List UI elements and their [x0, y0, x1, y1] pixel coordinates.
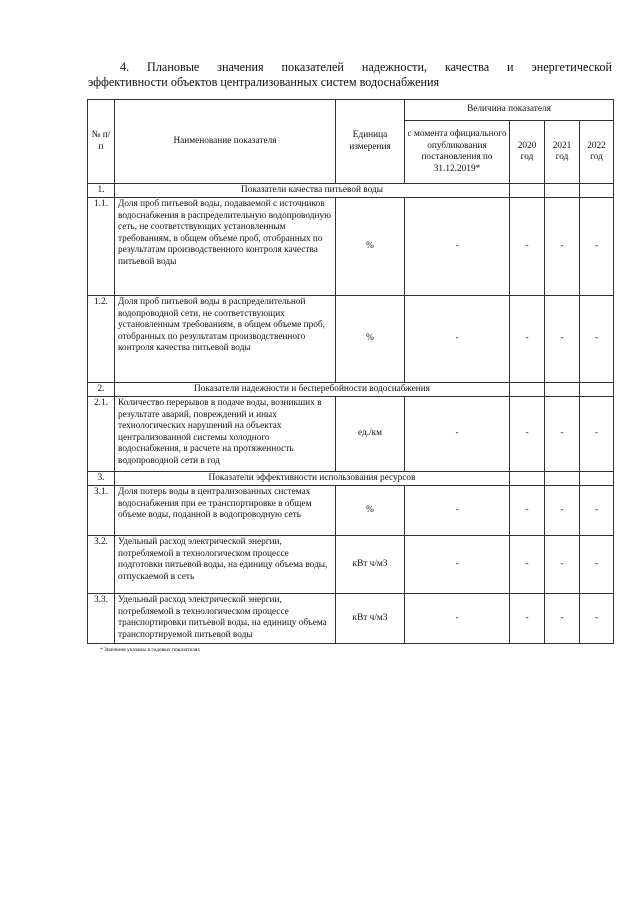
empty-cell	[510, 383, 545, 397]
section-heading	[88, 60, 612, 90]
row-value-since: -	[405, 486, 510, 536]
section-row	[88, 472, 614, 486]
row-name: Удельный расход электрической энергии, потребляемой в технологическом процессе транспортировки питьевой воды, на единицу объема транспортируемой питьевой воды	[115, 594, 336, 644]
row-name: Доля проб питьевой воды, подаваемой с источников водоснабжения в распределительную водопроводную сеть, не соответствующих установленным требованиям, в общем объеме проб, отобранных по результатам производственного контроля качества питьевой воды	[115, 198, 336, 296]
section-num: 2.	[88, 383, 115, 397]
empty-cell	[510, 472, 545, 486]
row-value-since: -	[405, 198, 510, 296]
empty-cell	[545, 184, 580, 198]
header-value-group: Величина показателя	[405, 100, 614, 121]
row-num: 3.1.	[88, 486, 115, 536]
row-name: Количество перерывов в подаче воды, возникших в результате аварий, повреждений и иных технологических нарушений на объектах централизованной системы холодного водоснабжения, в расчете на протяженность водопроводной сети в год	[115, 397, 336, 472]
row-num: 2.1.	[88, 397, 115, 472]
row-name: Доля потерь воды в централизованных системах водоснабжения при ее транспортировке в общем объеме воды, поданной в водопроводную сеть	[115, 486, 336, 536]
section-row	[88, 184, 614, 198]
row-value-2020: -	[510, 594, 545, 644]
section-title: Показатели качества питьевой воды	[115, 184, 510, 198]
section-num: 3.	[88, 472, 115, 486]
row-value-2020: -	[510, 296, 545, 383]
table-row	[88, 536, 614, 594]
header-unit: Единица измерения	[336, 100, 405, 184]
footnote: * Значения указаны в годовых показателях	[100, 647, 201, 653]
empty-cell	[510, 184, 545, 198]
row-unit: %	[336, 198, 405, 296]
empty-cell	[580, 383, 614, 397]
row-unit: ед./км	[336, 397, 405, 472]
row-value-2022: -	[580, 594, 614, 644]
row-value-2021: -	[545, 486, 580, 536]
table-row	[88, 296, 614, 383]
header-name: Наименование показателя	[115, 100, 336, 184]
table-row	[88, 397, 614, 472]
row-unit: %	[336, 296, 405, 383]
row-value-2022: -	[580, 486, 614, 536]
table-row	[88, 594, 614, 644]
row-value-since: -	[405, 296, 510, 383]
section-row	[88, 383, 614, 397]
empty-cell	[580, 184, 614, 198]
row-value-2022: -	[580, 397, 614, 472]
heading-line-1: 4. Плановые значения показателей надежности, качества и энергетической	[120, 60, 612, 74]
row-value-2021: -	[545, 536, 580, 594]
row-value-since: -	[405, 536, 510, 594]
empty-cell	[545, 472, 580, 486]
section-title: Показатели надежности и бесперебойности водоснабжения	[115, 383, 510, 397]
row-value-2021: -	[545, 397, 580, 472]
row-value-2020: -	[510, 486, 545, 536]
heading-line-2: эффективности объектов централизованных систем водоснабжения	[88, 75, 440, 89]
table-row	[88, 198, 614, 296]
empty-cell	[545, 383, 580, 397]
row-value-2022: -	[580, 296, 614, 383]
row-num: 1.2.	[88, 296, 115, 383]
row-name: Доля проб питьевой воды в распределительной водопроводной сети, не соответствующих установленным требованиям, в общем объеме проб, отобранных по результатам производственного контроля качества питьевой воды	[115, 296, 336, 383]
row-value-since: -	[405, 594, 510, 644]
row-value-2020: -	[510, 198, 545, 296]
empty-cell	[580, 472, 614, 486]
row-value-since: -	[405, 397, 510, 472]
row-value-2020: -	[510, 397, 545, 472]
indicators-table	[87, 99, 614, 644]
row-num: 1.1.	[88, 198, 115, 296]
row-value-2021: -	[545, 198, 580, 296]
row-name: Удельный расход электрической энергии, потребляемой в технологическом процессе подготовки питьевой воды, на единицу объема воды, отпускаемой в сеть	[115, 536, 336, 594]
row-value-2022: -	[580, 198, 614, 296]
row-value-2020: -	[510, 536, 545, 594]
table-row	[88, 486, 614, 536]
header-2022: 2022 год	[580, 121, 614, 184]
header-2021: 2021 год	[545, 121, 580, 184]
row-unit: %	[336, 486, 405, 536]
header-2020: 2020 год	[510, 121, 545, 184]
header-since: с момента официального опубликования постановления по 31.12.2019*	[405, 121, 510, 184]
section-title: Показатели эффективности использования ресурсов	[115, 472, 510, 486]
row-num: 3.2.	[88, 536, 115, 594]
row-value-2021: -	[545, 594, 580, 644]
row-value-2022: -	[580, 536, 614, 594]
section-num: 1.	[88, 184, 115, 198]
row-num: 3.3.	[88, 594, 115, 644]
header-num: № п/п	[88, 100, 115, 184]
row-unit: кВт ч/м3	[336, 594, 405, 644]
row-unit: кВт ч/м3	[336, 536, 405, 594]
row-value-2021: -	[545, 296, 580, 383]
